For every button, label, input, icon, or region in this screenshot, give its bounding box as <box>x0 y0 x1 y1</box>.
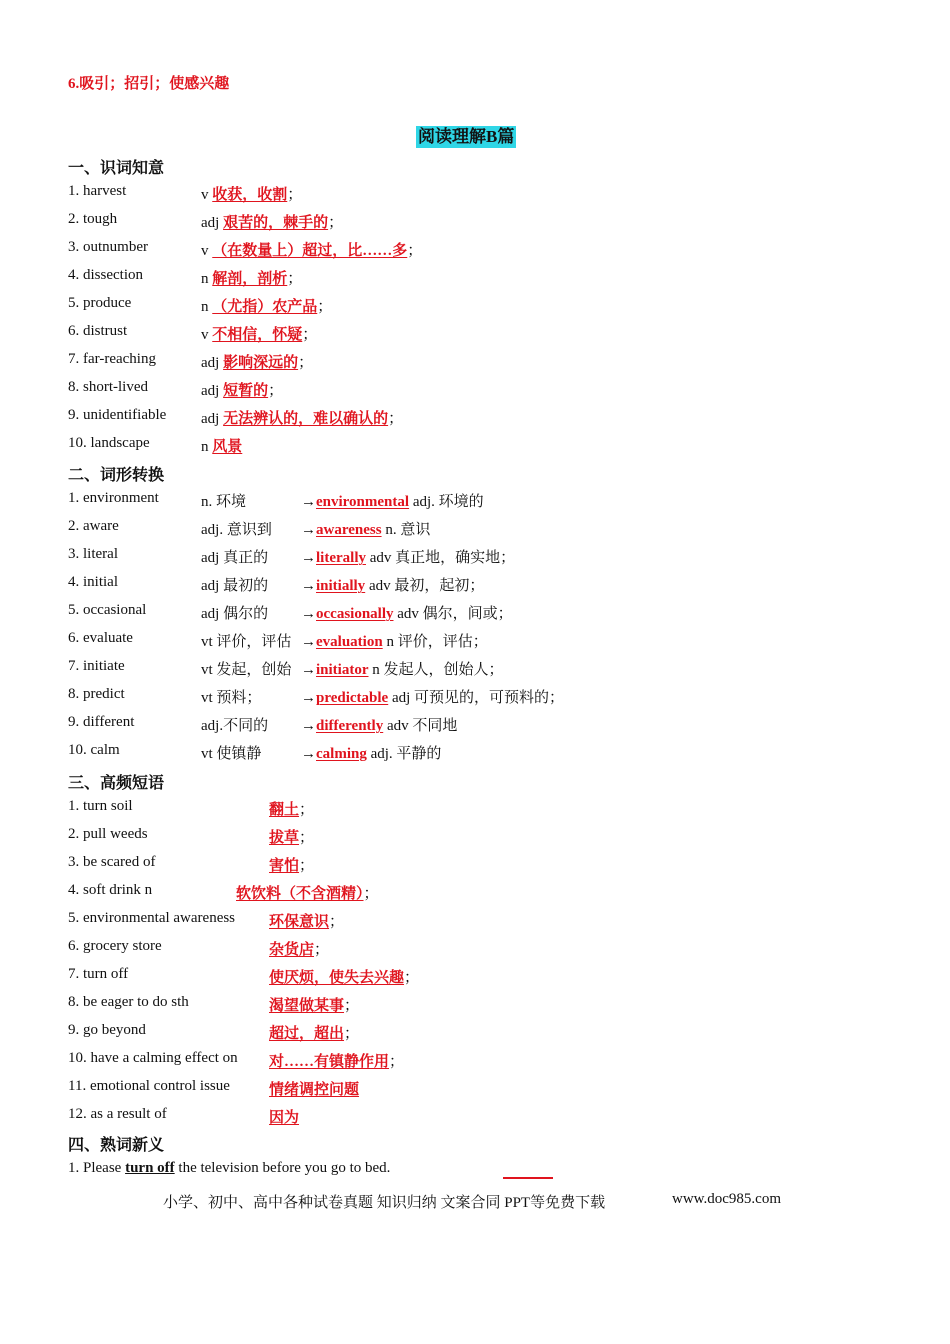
answer: 解剖，剖析 <box>212 271 288 287</box>
vocab-word: 2. tough <box>68 211 118 227</box>
answer: occasionally <box>316 606 394 622</box>
punct: ； <box>344 998 360 1014</box>
word-form-detail <box>201 686 564 707</box>
punct: ； <box>314 942 330 958</box>
vocab-word: 4. dissection <box>68 267 143 283</box>
vocab-definition <box>201 351 313 372</box>
base-word: 3. literal <box>68 546 118 562</box>
arrow: → <box>301 746 316 762</box>
word-form-row <box>68 714 768 738</box>
derived-meaning: adj. 环境的 <box>409 494 484 510</box>
derived-meaning: adj. 平静的 <box>366 746 442 762</box>
vocab-definition <box>201 239 422 260</box>
punct: ； <box>287 187 303 203</box>
punct: ； <box>299 858 315 874</box>
arrow: → <box>301 606 316 622</box>
phrase: 2. pull weeds <box>68 826 148 842</box>
section2-heading: 二、词形转换 <box>68 467 165 484</box>
vocab-definition <box>201 435 242 456</box>
part-of-speech: v <box>201 327 213 343</box>
answer: 杂货店 <box>269 942 315 958</box>
word-form-row <box>68 518 768 542</box>
word-form-row <box>68 742 768 766</box>
answer: literally <box>316 550 366 566</box>
word-form-detail <box>201 574 484 595</box>
derived-meaning: adv 真正地，确实地； <box>365 550 516 566</box>
base-word: 1. environment <box>68 490 159 506</box>
answer: 翻土 <box>269 802 300 818</box>
page-title: 阅读理解B篇 <box>418 127 515 146</box>
vocab-word: 9. unidentifiable <box>68 407 167 423</box>
vocab-definition <box>201 323 317 344</box>
base-word: 8. predict <box>68 686 125 702</box>
punct: ； <box>268 383 284 399</box>
answer: 不相信，怀疑 <box>212 327 303 343</box>
vocab-word: 8. short-lived <box>68 379 148 395</box>
base-meaning: vt 发起，创始 <box>201 662 292 678</box>
phrase-row <box>68 966 768 990</box>
part-of-speech: adj <box>201 383 224 399</box>
phrase-meaning <box>269 854 314 875</box>
arrow: → <box>301 522 316 538</box>
punct: ； <box>302 327 318 343</box>
answer: calming <box>316 746 367 762</box>
punct: ； <box>287 271 303 287</box>
arrow: → <box>301 578 316 594</box>
arrow: → <box>301 550 316 566</box>
phrase: 11. emotional control issue <box>68 1078 230 1094</box>
vocab-definition <box>201 267 302 288</box>
phrase-meaning <box>269 1106 299 1127</box>
punct: ； <box>298 355 314 371</box>
q1-key-phrase: turn off <box>125 1160 175 1176</box>
phrase-row <box>68 882 768 906</box>
vocab-word: 7. far-reaching <box>68 351 156 367</box>
answer: （尤指）农产品 <box>212 299 318 315</box>
derived-meaning: n. 意识 <box>381 522 431 538</box>
footer-url: www.doc985.com <box>672 1191 782 1207</box>
phrase-meaning <box>269 798 314 819</box>
vocab-row <box>68 295 768 319</box>
vocab-row <box>68 323 768 347</box>
phrase-row <box>68 854 768 878</box>
punct: ； <box>299 830 315 846</box>
answer: 影响深远的 <box>223 355 299 371</box>
base-word: 4. initial <box>68 574 118 590</box>
word-form-detail <box>201 630 488 651</box>
part-of-speech: n <box>201 271 213 287</box>
punct: ； <box>344 1026 360 1042</box>
vocab-word: 6. distrust <box>68 323 128 339</box>
vocab-definition <box>201 211 343 232</box>
phrase-row <box>68 994 768 1018</box>
answer: 软饮料（不含酒精） <box>236 886 364 902</box>
phrase-row <box>68 1050 768 1074</box>
vocab-row <box>68 407 768 431</box>
derived-meaning: adv 最初，起初； <box>365 578 485 594</box>
answer: evaluation <box>316 634 383 650</box>
answer: 渴望做某事 <box>269 998 345 1014</box>
section1-heading: 一、识词知意 <box>68 160 165 177</box>
phrase-row <box>68 938 768 962</box>
vocab-row <box>68 379 768 403</box>
answer: predictable <box>316 690 389 706</box>
phrase: 8. be eager to do sth <box>68 994 189 1010</box>
answer: 拔草 <box>269 830 300 846</box>
phrase-meaning <box>236 882 379 903</box>
base-word: 2. aware <box>68 518 119 534</box>
phrase-meaning <box>269 1050 404 1071</box>
vocab-row <box>68 183 768 207</box>
phrase-row <box>68 1022 768 1046</box>
vocab-row <box>68 267 768 291</box>
base-meaning: n. 环境 <box>201 494 247 510</box>
derived-meaning: adj 可预见的，可预料的； <box>388 690 565 706</box>
phrase-meaning <box>269 966 419 987</box>
vocab-word: 1. harvest <box>68 183 127 199</box>
phrase-meaning <box>269 1078 359 1099</box>
phrase: 1. turn soil <box>68 798 133 814</box>
answer: 害怕 <box>269 858 300 874</box>
base-meaning: adj.不同的 <box>201 718 269 734</box>
section3-heading: 三、高频短语 <box>68 775 165 792</box>
answer: 使厌烦，使失去兴趣 <box>269 970 405 986</box>
base-word: 6. evaluate <box>68 630 133 646</box>
answer: initially <box>316 578 366 594</box>
vocab-word: 10. landscape <box>68 435 150 451</box>
phrase-meaning <box>269 910 344 931</box>
phrase-row <box>68 1106 768 1130</box>
phrase: 9. go beyond <box>68 1022 146 1038</box>
derived-meaning: n 发起人，创始人； <box>368 662 504 678</box>
part-of-speech: n <box>201 299 213 315</box>
vocab-definition <box>201 407 403 428</box>
answer: initiator <box>316 662 369 678</box>
word-form-detail <box>201 602 513 623</box>
derived-meaning: n 评价，评估； <box>382 634 488 650</box>
arrow: → <box>301 494 316 510</box>
phrase-meaning <box>269 1022 359 1043</box>
punct: ； <box>404 970 420 986</box>
part-of-speech: v <box>201 187 213 203</box>
vocab-definition <box>201 183 302 204</box>
answer: （在数量上）超过，比……多 <box>212 243 408 259</box>
phrase-meaning <box>269 994 359 1015</box>
answer: environmental <box>316 494 410 510</box>
phrase: 5. environmental awareness <box>68 910 236 926</box>
phrase-row <box>68 826 768 850</box>
answer: 情绪调控问题 <box>269 1082 360 1098</box>
answer: 短暂的 <box>223 383 269 399</box>
word-form-detail <box>201 658 504 679</box>
base-word: 9. different <box>68 714 135 730</box>
word-form-detail <box>201 742 441 763</box>
word-form-row <box>68 490 768 514</box>
part-of-speech: n <box>201 439 213 455</box>
word-form-detail <box>201 490 484 511</box>
phrase-row <box>68 1078 768 1102</box>
phrase-row <box>68 910 768 934</box>
part-of-speech: adj <box>201 411 224 427</box>
phrase: 12. as a result of <box>68 1106 167 1122</box>
answer: 环保意识 <box>269 914 330 930</box>
punct: ； <box>388 411 404 427</box>
word-form-detail <box>201 546 515 567</box>
phrase: 6. grocery store <box>68 938 162 954</box>
base-meaning: vt 预料； <box>201 690 262 706</box>
word-form-detail <box>201 714 457 735</box>
word-form-row <box>68 546 768 570</box>
derived-meaning: adv 不同地 <box>383 718 458 734</box>
base-meaning: adj. 意识到 <box>201 522 272 538</box>
word-form-row <box>68 686 768 710</box>
word-form-row <box>68 658 768 682</box>
phrase-meaning <box>269 826 314 847</box>
base-word: 10. calm <box>68 742 120 758</box>
punct: ； <box>389 1054 405 1070</box>
answer: awareness <box>316 522 382 538</box>
derived-meaning: adv 偶尔，间或； <box>393 606 513 622</box>
base-meaning: adj 最初的 <box>201 578 269 594</box>
answer: 对……有镇静作用 <box>269 1054 390 1070</box>
word-form-row <box>68 574 768 598</box>
part-of-speech: v <box>201 243 213 259</box>
word-form-detail <box>201 518 430 539</box>
vocab-word: 3. outnumber <box>68 239 148 255</box>
vocab-row <box>68 239 768 263</box>
vocab-definition <box>201 379 283 400</box>
phrase: 7. turn off <box>68 966 129 982</box>
base-word: 5. occasional <box>68 602 147 618</box>
phrase: 3. be scared of <box>68 854 156 870</box>
footer-text: 小学、初中、高中各种试卷真题 知识归纳 文案合同 PPT等免费下载 <box>163 1195 606 1211</box>
vocab-row <box>68 351 768 375</box>
answer: 因为 <box>269 1110 300 1126</box>
punct: ； <box>317 299 333 315</box>
base-meaning: adj 偶尔的 <box>201 606 269 622</box>
punct: ； <box>328 215 344 231</box>
vocab-row <box>68 435 768 459</box>
q1-prefix: 1. Please <box>68 1160 126 1176</box>
section4-question-1 <box>68 1160 390 1177</box>
answer: differently <box>316 718 384 734</box>
answer: 收获，收割 <box>212 187 288 203</box>
q1-suffix: the television before you go to bed. <box>174 1160 391 1176</box>
top-note: 6.吸引；招引；使感兴趣 <box>68 76 230 92</box>
base-meaning: adj 真正的 <box>201 550 269 566</box>
arrow: → <box>301 718 316 734</box>
punct: ； <box>299 802 315 818</box>
vocab-row <box>68 211 768 235</box>
phrase-meaning <box>269 938 329 959</box>
phrase: 4. soft drink n <box>68 882 153 898</box>
phrase: 10. have a calming effect on <box>68 1050 238 1066</box>
punct: ； <box>363 886 379 902</box>
arrow: → <box>301 690 316 706</box>
base-meaning: vt 使镇静 <box>201 746 262 762</box>
punct: ； <box>407 243 423 259</box>
base-meaning: vt 评价，评估 <box>201 634 292 650</box>
arrow: → <box>301 634 316 650</box>
section4-heading: 四、熟词新义 <box>68 1137 165 1154</box>
vocab-word: 5. produce <box>68 295 132 311</box>
vocab-definition <box>201 295 332 316</box>
base-word: 7. initiate <box>68 658 125 674</box>
phrase-row <box>68 798 768 822</box>
arrow: → <box>301 662 316 678</box>
punct: ； <box>329 914 345 930</box>
word-form-row <box>68 630 768 654</box>
part-of-speech: adj <box>201 355 224 371</box>
word-form-row <box>68 602 768 626</box>
part-of-speech: adj <box>201 215 224 231</box>
q1-answer-blank <box>503 1177 553 1179</box>
answer: 无法辨认的，难以确认的 <box>223 411 389 427</box>
answer: 风景 <box>212 439 243 455</box>
answer: 超过，超出 <box>269 1026 345 1042</box>
answer: 艰苦的，棘手的 <box>223 215 329 231</box>
